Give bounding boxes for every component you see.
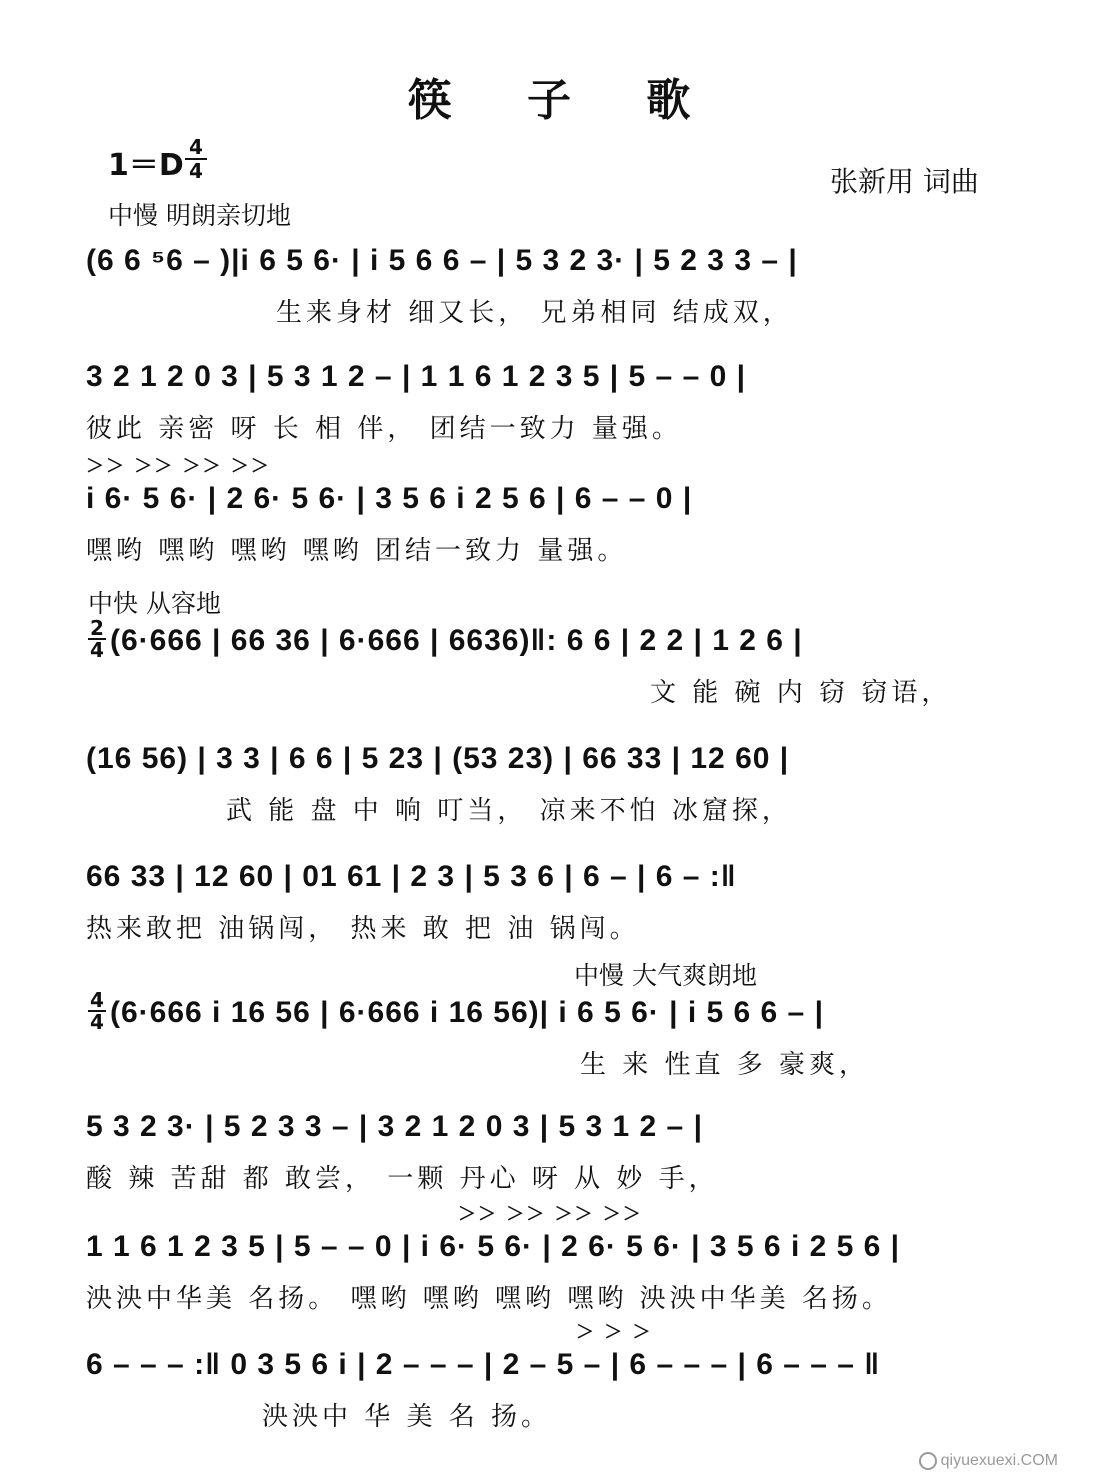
score-line-6 — [86, 860, 1046, 945]
lyrics-line-6: 热来敢把 油锅闯， 热来 敢 把 油 锅闯。 — [86, 914, 640, 944]
song-title: 筷 子 歌 — [407, 75, 721, 126]
notation-line-2: 3 2 1 2 0 3 | 5 3 1 2 – | 1 1 6 1 2 3 5 | 5 – – 0 | — [86, 360, 747, 393]
composer-credit: 张新用 词曲 — [830, 165, 979, 198]
lyrics-line-3: 嘿哟 嘿哟 嘿哟 嘿哟 团结一致力 量强。 — [86, 536, 628, 566]
score-line-1 — [86, 244, 1046, 329]
site-watermark — [919, 1452, 1058, 1470]
accent-marks-line-10: ＞ ＞ ＞ — [576, 1322, 653, 1343]
lyrics-line-9: 泱泱中华美 名扬。 嘿哟 嘿哟 嘿哟 嘿哟 泱泱中华美 名扬。 — [86, 1284, 892, 1314]
notation-line-10: 6 – – – :‖ 0 3 5 6 i | 2 – – – | 2 – 5 – | 6 – – – | 6 – – – ‖ — [86, 1348, 881, 1381]
lyrics-line-7: 生 来 性直 多 豪爽， — [580, 1050, 870, 1080]
time-sig-4-top: 4 — [90, 988, 104, 1012]
key-signature: 1＝D — [108, 148, 184, 183]
notation-line-1: (6 6 ⁵6 – )|i 6 5 6· | i 5 6 6 – | 5 3 2 3· | 5 2 3 3 – | — [86, 244, 798, 277]
accent-marks-line-3: ＞＞ ＞＞ ＞＞ ＞＞ — [86, 456, 271, 477]
notation-line-8: 5 3 2 3· | 5 2 3 3 – | 3 2 1 2 0 3 | 5 3 1 2 – | — [86, 1110, 703, 1143]
lyrics-line-8: 酸 辣 苦甜 都 敢尝， 一颗 丹心 呀 从 妙 手， — [86, 1164, 719, 1194]
watermark-logo-icon — [919, 1452, 937, 1470]
score-line-9 — [86, 1200, 1046, 1315]
score-line-8 — [86, 1110, 1046, 1195]
time-sig-2-bottom: 4 — [90, 638, 104, 662]
lyrics-line-10: 泱泱中 华 美 名 扬。 — [262, 1402, 552, 1432]
lyrics-line-2: 彼此 亲密 呀 长 相 伴， 团结一致力 量强。 — [86, 414, 682, 444]
tempo-marking-1: 中慢 明朗亲切地 — [108, 201, 291, 230]
score-line-4 — [110, 624, 1046, 709]
notation-line-7: (6·666 i 16 56 | 6·666 i 16 56)| i 6 5 6· | i 5 6 6 – | — [110, 996, 824, 1029]
notation-line-9: 1 1 6 1 2 3 5 | 5 – – 0 | i 6· 5 6· | 2 6· 5 6· | 3 5 6 i 2 5 6 | — [86, 1230, 901, 1263]
notation-line-4: (6·666 | 66 36 | 6·666 | 6636)‖: 6 6 | 2 2 | 1 2 6 | — [110, 624, 803, 657]
lyrics-line-5: 武 能 盘 中 响 叮当， 凉来不怕 冰窟探， — [226, 796, 792, 826]
accent-marks-line-9: ＞＞ ＞＞ ＞＞ ＞＞ — [458, 1204, 643, 1225]
lyrics-line-4: 文 能 碗 内 窃 窃语， — [650, 678, 952, 708]
lyrics-line-1: 生来身材 细又长， 兄弟相同 结成双， — [276, 298, 793, 328]
score-line-7 — [110, 996, 1046, 1081]
time-signature-4-4 — [88, 990, 106, 1032]
watermark-text: qiyuexuexi.COM — [940, 1452, 1058, 1469]
time-signature-2-4 — [88, 618, 106, 660]
time-signature — [185, 136, 207, 182]
score-line-3 — [86, 452, 1046, 567]
score-line-2 — [86, 360, 1046, 445]
time-sig-4-bottom: 4 — [90, 1010, 104, 1034]
time-sig-2-top: 2 — [90, 616, 104, 640]
time-signature-bottom: 4 — [189, 159, 203, 183]
notation-line-5: (16 56) | 3 3 | 6 6 | 5 23 | (53 23) | 66 33 | 12 60 | — [86, 742, 790, 775]
tempo-marking-3: 中慢 大气爽朗地 — [574, 961, 757, 990]
score-line-10 — [86, 1318, 1046, 1433]
score-line-5 — [86, 742, 1046, 827]
notation-line-3: i 6· 5 6· | 2 6· 5 6· | 3 5 6 i 2 5 6 | 6 – – 0 | — [86, 482, 693, 515]
time-signature-top: 4 — [189, 135, 203, 159]
tempo-marking-2: 中快 从容地 — [88, 589, 221, 618]
notation-line-6: 66 33 | 12 60 | 01 61 | 2 3 | 5 3 6 | 6 – | 6 – :‖ — [86, 860, 737, 893]
